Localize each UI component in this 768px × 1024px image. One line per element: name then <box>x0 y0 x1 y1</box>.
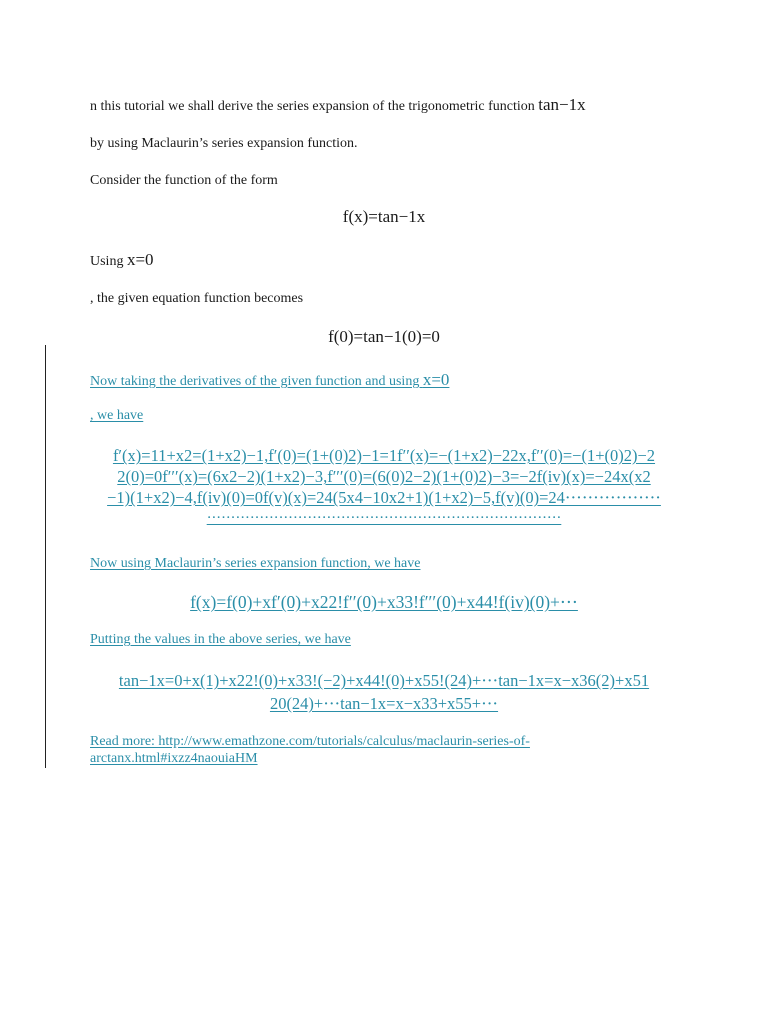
read-more-link-line-1[interactable]: Read more: http://www.emathzone.com/tutorials/calculus/maclaurin-series-of- <box>90 734 530 749</box>
intro-math: tan−1x <box>538 95 586 114</box>
using-paragraph <box>90 251 154 271</box>
function-definition-equation: f(x)=tan−1x <box>342 207 426 226</box>
derivatives-intro-math: x=0 <box>422 370 450 389</box>
read-more-link-line-2[interactable]: arctanx.html#ixzz4naouiaHM <box>90 751 258 766</box>
consider-paragraph: Consider the function of the form <box>90 173 278 188</box>
maclaurin-intro-link[interactable]: Now using Maclaurin’s series expansion function, we have <box>90 556 421 571</box>
using-math: x=0 <box>126 250 154 269</box>
derivatives-intro-link[interactable] <box>90 371 449 391</box>
change-bar <box>45 345 46 768</box>
function-at-zero-equation: f(0)=tan−1(0)=0 <box>328 327 440 346</box>
putting-values-link[interactable]: Putting the values in the above series, we have <box>90 632 351 647</box>
maclaurin-series-equation[interactable]: f(x)=f(0)+xf′(0)+x22!f′′(0)+x33!f′′′(0)+x44!f(iv)(0)+⋅⋅⋅ <box>190 592 578 612</box>
derivatives-line-3[interactable]: −1)(1+x2)−4,f(iv)(0)=0f(v)(x)=24(5x4−10x2+1)(1+x2)−5,f(v)(0)=24⋅⋅⋅⋅⋅⋅⋅⋅⋅⋅⋅⋅⋅⋅⋅⋅⋅ <box>107 488 661 507</box>
result-line-2[interactable]: 20(24)+⋅⋅⋅tan−1x=x−x33+x55+⋅⋅⋅ <box>269 694 499 713</box>
we-have-link[interactable]: , we have <box>90 408 144 423</box>
by-using-paragraph: by using Maclaurin’s series expansion function. <box>90 136 358 151</box>
intro-text: n this tutorial we shall derive the series expansion of the trigonometric function <box>90 99 539 114</box>
derivatives-intro-text: Now taking the derivatives of the given function and using <box>90 374 423 389</box>
intro-paragraph <box>90 96 586 116</box>
derivatives-line-1[interactable]: f′(x)=11+x2=(1+x2)−1,f′(0)=(1+(0)2)−1=1f′′(x)=−(1+x2)−22x,f′′(0)=−(1+(0)2)−2 <box>112 446 656 465</box>
using-prefix: Using <box>90 254 127 269</box>
given-equation-paragraph: , the given equation function becomes <box>90 291 304 306</box>
derivatives-line-4[interactable]: ⋅⋅⋅⋅⋅⋅⋅⋅⋅⋅⋅⋅⋅⋅⋅⋅⋅⋅⋅⋅⋅⋅⋅⋅⋅⋅⋅⋅⋅⋅⋅⋅⋅⋅⋅⋅⋅⋅⋅⋅⋅⋅⋅⋅⋅⋅⋅⋅⋅⋅⋅⋅⋅⋅⋅⋅⋅⋅⋅⋅⋅⋅⋅⋅⋅⋅⋅⋅⋅⋅⋅⋅⋅⋅ <box>206 511 562 526</box>
result-line-1[interactable]: tan−1x=0+x(1)+x22!(0)+x33!(−2)+x44!(0)+x55!(24)+⋅⋅⋅tan−1x=x−x36(2)+x51 <box>118 671 650 690</box>
derivatives-line-2[interactable]: 2(0)=0f′′′(x)=(6x2−2)(1+x2)−3,f′′′(0)=(6(0)2−2)(1+(0)2)−3=−2f(iv)(x)=−24x(x2 <box>117 467 651 486</box>
